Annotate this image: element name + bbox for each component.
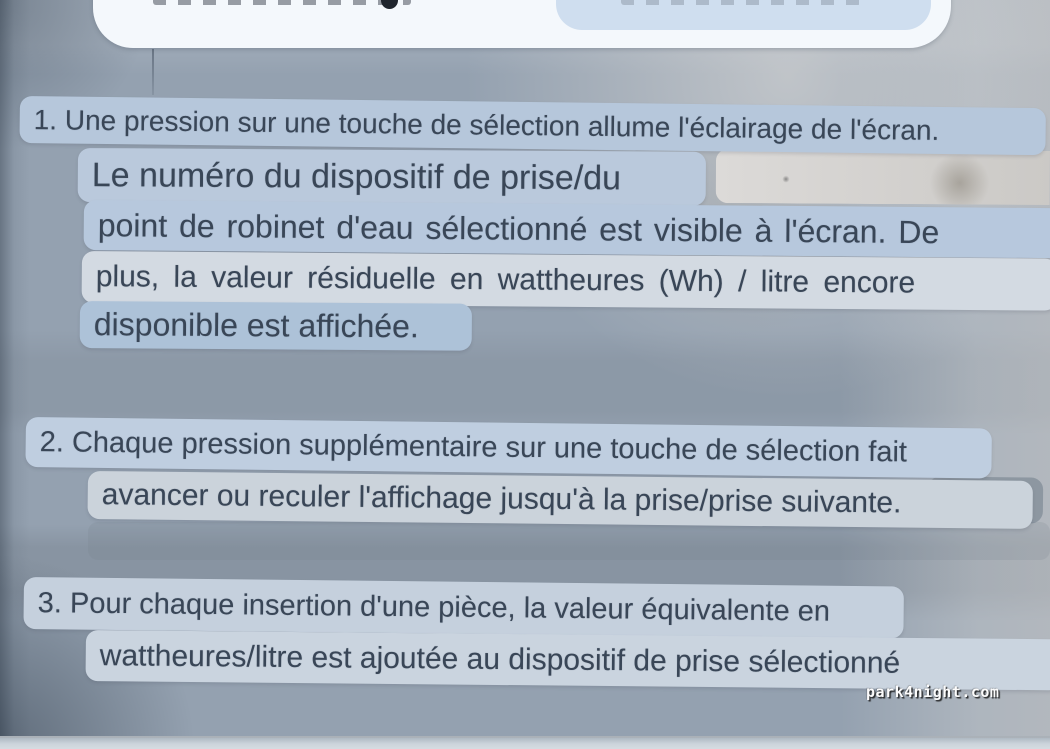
cutoff-text-dot — [381, 0, 398, 9]
cutoff-text-left — [153, 0, 411, 5]
instruction-3-line-2: wattheures/litre est ajoutée au dispositif de prise sélectionné — [86, 630, 1050, 690]
shaded-band — [88, 522, 1050, 560]
panel-crack-line — [152, 49, 154, 95]
instruction-1-line-4: plus, la valeur résiduelle en wattheures (Wh) / litre encore — [82, 251, 1050, 311]
instruction-1-line-2: Le numéro du dispositif de prise/du — [78, 148, 706, 206]
instruction-2-line-2: avancer ou reculer l'affichage jusqu'à la prise/prise suivante. — [87, 471, 1032, 529]
sign-bottom-edge — [0, 736, 1050, 749]
instruction-2-line-1: 2. Chaque pression supplémentaire sur une touche de sélection fait — [25, 417, 992, 478]
watermark: park4night.com — [866, 683, 1000, 701]
sign-top-panel — [93, 0, 951, 48]
cutoff-text-right — [621, 0, 861, 5]
instruction-1-line-5: disponible est affichée. — [80, 301, 472, 351]
instruction-3-line-1: 3. Pour chaque insertion d'une pièce, la valeur équivalente en — [23, 577, 904, 639]
instruction-1-line-1: 1. Une pression sur une touche de sélection allume l'éclairage de l'écran. — [19, 96, 1045, 155]
instruction-1-line-3: point de robinet d'eau sélectionné est visible à l'écran. De — [84, 200, 1050, 258]
blank-highlight-box — [716, 149, 1050, 205]
